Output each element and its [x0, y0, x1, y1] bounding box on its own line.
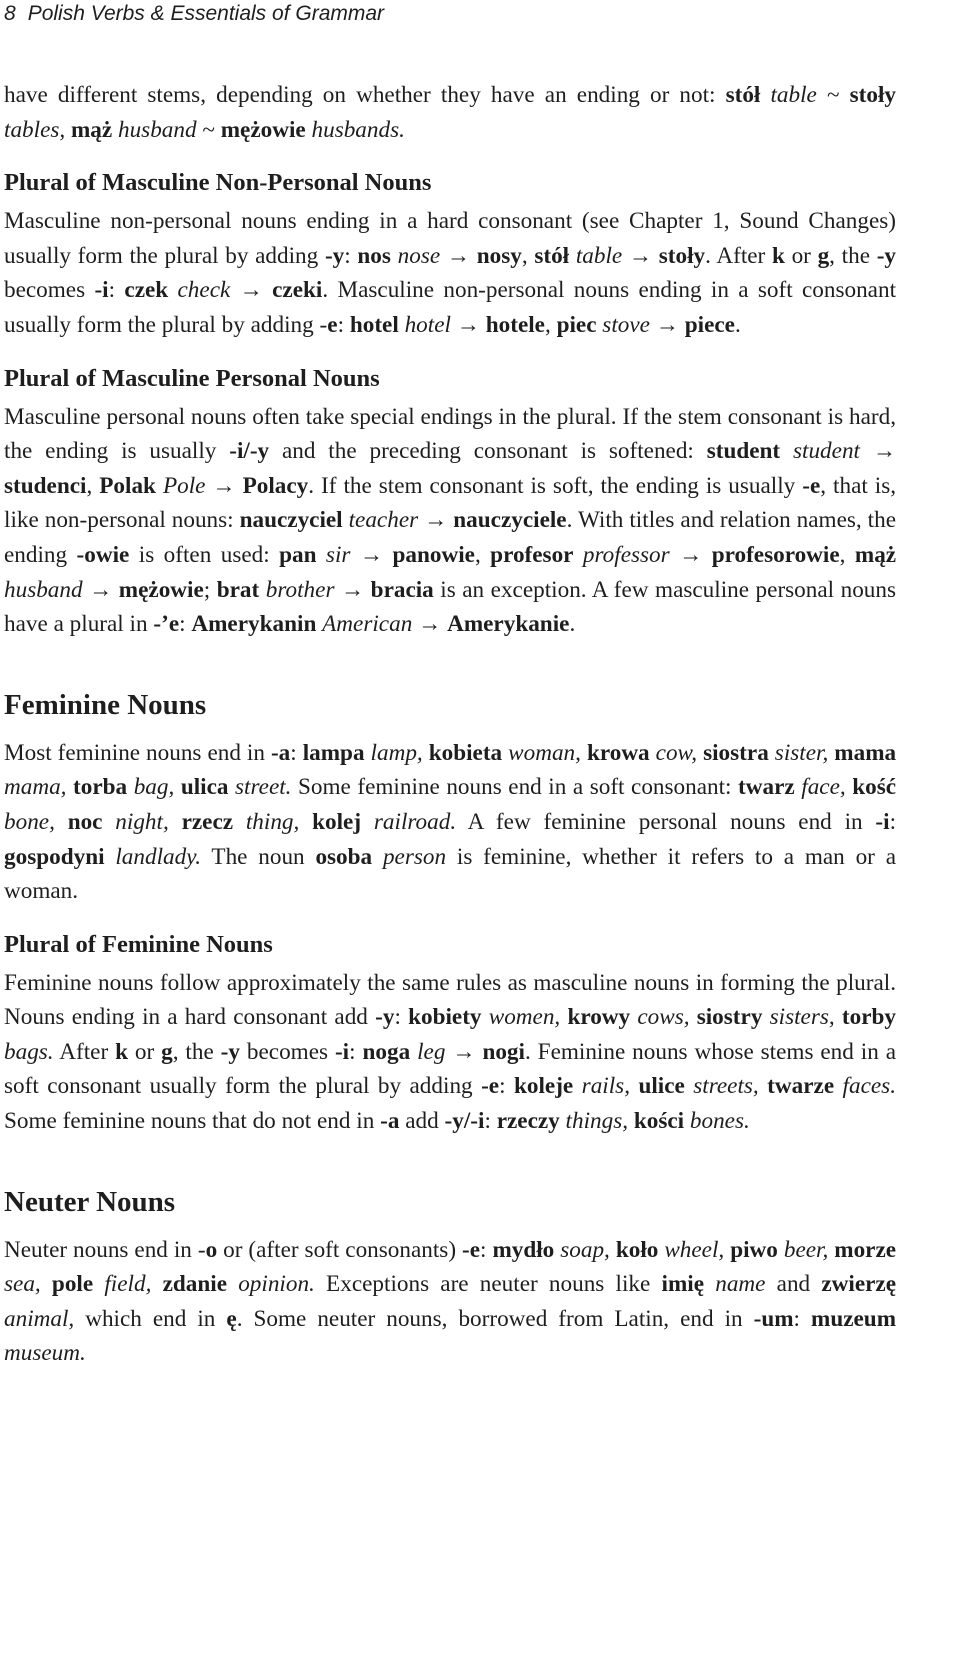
- polish-word: krowy: [567, 1004, 631, 1031]
- text-run: is often used:: [129, 541, 280, 568]
- text-run: , the: [172, 1038, 221, 1065]
- text-run: →: [350, 541, 393, 568]
- text-run: . If the stem consonant is soft, the ending is usually: [308, 472, 803, 499]
- ending-marker: -i: [94, 277, 109, 304]
- ending-marker: -’e: [153, 611, 180, 638]
- text-run: [93, 1271, 104, 1297]
- text-run: [391, 243, 398, 269]
- text-run: →: [445, 1038, 483, 1065]
- english-gloss: teacher: [348, 507, 419, 534]
- text-run: [834, 1073, 842, 1099]
- text-run: . Some neuter nouns, borrowed from Latin, end in: [236, 1305, 754, 1332]
- polish-word: nos: [357, 242, 391, 269]
- text-run: ,: [474, 541, 491, 568]
- polish-word: profesor: [490, 541, 574, 568]
- text-run: Some feminine nouns that do not end in: [4, 1108, 381, 1135]
- english-gloss: opinion.: [238, 1271, 315, 1298]
- text-run: [704, 1271, 715, 1297]
- english-gloss: sea,: [4, 1271, 41, 1298]
- text-run: , the: [829, 242, 877, 269]
- feminine-nouns-paragraph: [4, 736, 896, 909]
- text-run: [41, 1271, 52, 1297]
- text-run: After: [53, 1038, 116, 1065]
- text-run: :: [480, 1236, 493, 1263]
- polish-word: Polak: [99, 472, 156, 499]
- english-gloss: nose: [397, 242, 441, 269]
- text-run: →: [418, 507, 454, 534]
- polish-word: Amerykanin: [191, 611, 317, 638]
- english-gloss: street.: [235, 774, 292, 801]
- heading-neuter-nouns: Neuter Nouns: [4, 1185, 176, 1218]
- english-gloss: soap,: [560, 1236, 610, 1263]
- polish-word: krowa: [586, 739, 650, 766]
- english-gloss: thing,: [245, 808, 300, 835]
- english-gloss: wheel,: [664, 1236, 725, 1263]
- text-run: →: [205, 472, 243, 499]
- english-gloss: brother: [265, 576, 335, 603]
- text-run: [760, 82, 770, 108]
- english-gloss: name: [715, 1271, 766, 1298]
- english-gloss: museum.: [4, 1340, 86, 1367]
- text-run: add: [399, 1108, 445, 1135]
- text-run: A few feminine personal nouns end in: [456, 808, 876, 835]
- polish-word: studenci: [4, 472, 87, 499]
- text-run: :: [889, 808, 897, 835]
- heading-feminine-nouns: Feminine Nouns: [4, 688, 207, 721]
- english-gloss: bones.: [689, 1108, 750, 1135]
- heading-masculine-non-personal-plural: Plural of Masculine Non-Personal Nouns: [4, 169, 432, 197]
- text-run: [573, 542, 582, 568]
- polish-word: piwo: [730, 1236, 778, 1263]
- text-run: :: [108, 277, 125, 304]
- polish-word: k: [115, 1038, 128, 1065]
- ending-marker: -owie: [76, 541, 130, 568]
- text-run: →: [649, 311, 685, 338]
- text-run: is an exception. A few masculine personal nouns have a plural in: [4, 576, 897, 638]
- polish-word: zwierzę: [821, 1271, 896, 1298]
- english-gloss: check: [177, 277, 231, 304]
- english-gloss: bone,: [4, 808, 55, 835]
- text-run: →: [230, 277, 273, 304]
- masculine-personal-paragraph: [4, 400, 896, 642]
- text-run: is feminine, whether it refers to a man or a woman.: [4, 843, 896, 905]
- text-run: [227, 1271, 238, 1297]
- text-run: ,: [521, 242, 535, 269]
- ending-marker: -i: [334, 1038, 350, 1065]
- polish-word: kobiety: [408, 1004, 482, 1031]
- text-run: :: [484, 1108, 497, 1135]
- ending-marker: ę: [226, 1305, 237, 1332]
- polish-word: kobieta: [428, 739, 503, 766]
- polish-word: ulica: [180, 774, 229, 801]
- text-run: or: [784, 242, 818, 269]
- ending-marker: e: [327, 311, 338, 338]
- text-run: [759, 1073, 767, 1099]
- polish-word: mężowie: [118, 576, 204, 603]
- text-run: →: [82, 576, 119, 603]
- text-run: →: [440, 242, 477, 269]
- polish-word: g: [161, 1038, 173, 1065]
- english-gloss: sister,: [774, 739, 829, 766]
- text-run: →: [412, 611, 448, 638]
- polish-word: stoły: [849, 82, 896, 108]
- polish-word: osoba: [315, 843, 373, 870]
- polish-word: czek: [124, 277, 169, 304]
- text-run: :: [337, 311, 350, 338]
- text-column: [4, 78, 896, 1371]
- polish-word: stół: [534, 242, 570, 269]
- english-gloss: Pole: [162, 472, 206, 499]
- english-gloss: face,: [801, 774, 846, 801]
- polish-word: brat: [216, 576, 260, 603]
- text-run: [780, 438, 793, 464]
- english-gloss: animal,: [4, 1305, 75, 1332]
- polish-word: lampa: [302, 739, 365, 766]
- text-run: →: [859, 438, 897, 465]
- polish-word: twarz: [738, 774, 795, 801]
- text-run: [762, 1004, 769, 1030]
- text-run: [573, 1073, 581, 1099]
- page-number: 8: [4, 2, 16, 25]
- english-gloss: field,: [104, 1271, 152, 1298]
- english-gloss: professor: [582, 541, 670, 568]
- text-run: . Masculine non-personal nouns ending in a soft consonant usually form the plural by adding -: [4, 277, 897, 338]
- text-run: ,: [86, 472, 100, 499]
- english-gloss: tables,: [4, 116, 66, 143]
- text-run: or: [127, 1038, 162, 1065]
- polish-word: k: [771, 242, 785, 269]
- polish-word: ulice: [638, 1073, 685, 1100]
- masculine-non-personal-paragraph: [4, 204, 896, 342]
- text-run: →: [450, 311, 486, 338]
- polish-word: pan: [279, 541, 317, 568]
- english-gloss: woman,: [508, 739, 581, 766]
- text-run: :: [344, 242, 358, 269]
- polish-word: mąż: [70, 116, 113, 143]
- polish-word: profesorowie: [711, 541, 840, 568]
- text-run: [690, 1004, 697, 1030]
- text-run: :: [499, 1073, 514, 1100]
- polish-word: gospodyni: [4, 843, 105, 870]
- polish-word: g: [817, 242, 830, 269]
- polish-word: nogi: [482, 1038, 525, 1065]
- polish-word: mydło: [492, 1236, 555, 1263]
- polish-word: twarze: [767, 1073, 835, 1100]
- english-gloss: husband: [117, 116, 197, 143]
- english-gloss: faces.: [842, 1073, 896, 1100]
- polish-word: nauczyciele: [453, 507, 567, 534]
- polish-word: kolej: [312, 808, 362, 835]
- english-gloss: hotel: [404, 311, 451, 338]
- polish-word: stół: [725, 82, 761, 108]
- text-run: [168, 277, 177, 303]
- text-run: :: [179, 611, 192, 638]
- neuter-nouns-paragraph: [4, 1233, 896, 1371]
- english-gloss: cows,: [637, 1004, 690, 1031]
- text-run: . Feminine nouns whose stems end in a soft consonant usually form the plural by adding: [4, 1038, 897, 1100]
- english-gloss: rails,: [581, 1073, 630, 1100]
- polish-word: czeki: [272, 277, 323, 304]
- text-run: →: [669, 541, 712, 568]
- text-run: The noun: [201, 843, 316, 870]
- polish-word: bracia: [370, 576, 434, 603]
- polish-word: hotele: [485, 311, 545, 338]
- polish-word: kości: [633, 1108, 685, 1135]
- english-gloss: table: [770, 82, 817, 108]
- text-run: [151, 1271, 162, 1297]
- text-run: . After: [705, 242, 772, 269]
- ending-marker: -e: [802, 472, 821, 499]
- running-head: [4, 0, 904, 28]
- polish-word: zdanie: [162, 1271, 227, 1298]
- ending-marker: -y: [324, 242, 345, 269]
- english-gloss: night,: [115, 808, 169, 835]
- text-run: :: [793, 1305, 811, 1332]
- ending-marker: -i/-y: [229, 438, 270, 465]
- english-gloss: lamp,: [370, 739, 423, 766]
- text-run: [102, 809, 115, 835]
- english-gloss: table: [575, 242, 623, 269]
- polish-word: torba: [73, 774, 128, 801]
- text-run: [835, 1004, 842, 1030]
- polish-word: panowie: [392, 541, 475, 568]
- polish-word: noga: [362, 1038, 411, 1065]
- text-run: [156, 473, 163, 499]
- polish-word: piec: [556, 311, 597, 338]
- english-gloss: student: [793, 438, 860, 465]
- polish-word: mama: [834, 739, 897, 766]
- text-run: [361, 809, 374, 835]
- text-run: [299, 809, 312, 835]
- polish-word: stoły: [658, 242, 706, 269]
- english-gloss: sisters,: [769, 1004, 835, 1031]
- ending-marker: o: [205, 1236, 218, 1263]
- polish-word: piece: [684, 311, 735, 338]
- english-gloss: women,: [488, 1004, 561, 1031]
- text-run: [105, 844, 116, 870]
- text-run: ,: [544, 311, 557, 338]
- text-run: ,: [839, 541, 855, 568]
- english-gloss: things,: [565, 1108, 629, 1135]
- english-gloss: streets,: [693, 1073, 759, 1100]
- english-gloss: beer,: [783, 1236, 829, 1263]
- text-run: .: [569, 611, 576, 638]
- text-run: which end in: [74, 1305, 227, 1332]
- text-run: :: [290, 739, 303, 766]
- ending-marker: -a: [270, 739, 291, 766]
- english-gloss: husbands.: [311, 116, 405, 143]
- polish-word: Polacy: [242, 472, 309, 499]
- text-run: :: [394, 1004, 409, 1031]
- polish-word: koleje: [513, 1073, 574, 1100]
- text-run: ~: [816, 82, 850, 108]
- english-gloss: stove: [602, 311, 650, 338]
- polish-word: koło: [615, 1236, 659, 1263]
- feminine-plural-paragraph: [4, 966, 896, 1139]
- english-gloss: cow,: [655, 739, 698, 766]
- english-gloss: landlady.: [115, 843, 202, 870]
- text-run: [233, 809, 246, 835]
- text-run: [169, 809, 182, 835]
- text-run: [55, 809, 68, 835]
- ending-marker: -y: [220, 1038, 240, 1065]
- polish-word: muzeum: [811, 1305, 897, 1332]
- polish-word: hotel: [349, 311, 399, 338]
- polish-word: nauczyciel: [239, 507, 343, 534]
- text-run: →: [334, 576, 371, 603]
- text-run: ~: [196, 116, 221, 143]
- text-run: Neuter nouns end in -: [4, 1236, 206, 1263]
- text-run: →: [622, 242, 659, 269]
- ending-marker: -um: [753, 1305, 794, 1332]
- text-run: [569, 243, 576, 269]
- ending-marker: -y: [375, 1004, 395, 1031]
- text-run: and: [765, 1271, 822, 1298]
- polish-word: student: [706, 438, 781, 465]
- ending-marker: -y/-i: [444, 1108, 485, 1135]
- polish-word: Amerykanie: [447, 611, 570, 638]
- ending-marker: -a: [380, 1108, 400, 1135]
- text-run: becomes: [240, 1038, 335, 1065]
- polish-word: nosy: [476, 242, 522, 269]
- polish-word: rzecz: [181, 808, 234, 835]
- polish-word: pole: [51, 1271, 94, 1298]
- text-run: [685, 1073, 693, 1099]
- polish-word: torby: [841, 1004, 897, 1031]
- text-run: or (after soft consonants): [217, 1236, 463, 1263]
- english-gloss: bag,: [133, 774, 175, 801]
- english-gloss: mama,: [4, 774, 67, 801]
- text-run: have different stems, depending on whether they have an ending or not:: [4, 82, 726, 108]
- polish-word: rzeczy: [496, 1108, 560, 1135]
- polish-word: imię: [661, 1271, 705, 1298]
- ending-marker: -e: [481, 1073, 500, 1100]
- polish-word: noc: [67, 808, 103, 835]
- polish-word: mężowie: [220, 116, 306, 143]
- ending-marker: -y: [876, 242, 897, 269]
- english-gloss: sir: [325, 541, 351, 568]
- text-run: [482, 1004, 489, 1030]
- english-gloss: bags.: [4, 1038, 54, 1065]
- text-run: Some feminine nouns end in a soft consonant:: [291, 774, 739, 801]
- english-gloss: husband: [4, 576, 83, 603]
- heading-feminine-plural: Plural of Feminine Nouns: [4, 930, 273, 958]
- text-run: ;: [203, 576, 217, 603]
- english-gloss: person: [382, 843, 447, 870]
- english-gloss: American: [322, 611, 413, 638]
- text-run: Masculine non-personal nouns ending in a hard consonant (see Chapter 1, Sound Changes) usually form the plural by adding: [4, 208, 896, 269]
- english-gloss: leg: [417, 1038, 446, 1065]
- english-gloss: railroad.: [373, 808, 457, 835]
- ending-marker: -i: [875, 808, 890, 835]
- polish-word: siostry: [696, 1004, 763, 1031]
- text-run: Most feminine nouns end in: [4, 739, 271, 766]
- intro-paragraph: [4, 78, 896, 147]
- text-run: , that is, like non-personal nouns:: [4, 472, 897, 534]
- polish-word: mąż: [854, 541, 897, 568]
- polish-word: siostra: [703, 739, 769, 766]
- text-run: . With titles and relation names, the ending: [4, 507, 897, 568]
- book-title: Polish Verbs & Essentials of Grammar: [27, 2, 385, 25]
- text-run: becomes: [4, 277, 95, 304]
- text-run: Masculine personal nouns often take special endings in the plural. If the stem consonant is hard, the ending is usually: [4, 403, 896, 465]
- polish-word: kość: [852, 774, 897, 801]
- text-run: Feminine nouns follow approximately the same rules as masculine nouns in forming the plural. Nouns ending in a hard consonant add: [4, 969, 896, 1031]
- ending-marker: -e: [462, 1236, 481, 1263]
- text-run: .: [734, 311, 741, 338]
- text-run: [372, 844, 383, 870]
- text-run: and the preceding consonant is softened:: [269, 438, 707, 465]
- polish-word: morze: [834, 1236, 897, 1263]
- text-run: [316, 542, 325, 568]
- text-run: :: [349, 1038, 363, 1065]
- heading-masculine-personal-plural: Plural of Masculine Personal Nouns: [4, 364, 380, 392]
- text-run: Exceptions are neuter nouns like: [314, 1271, 662, 1298]
